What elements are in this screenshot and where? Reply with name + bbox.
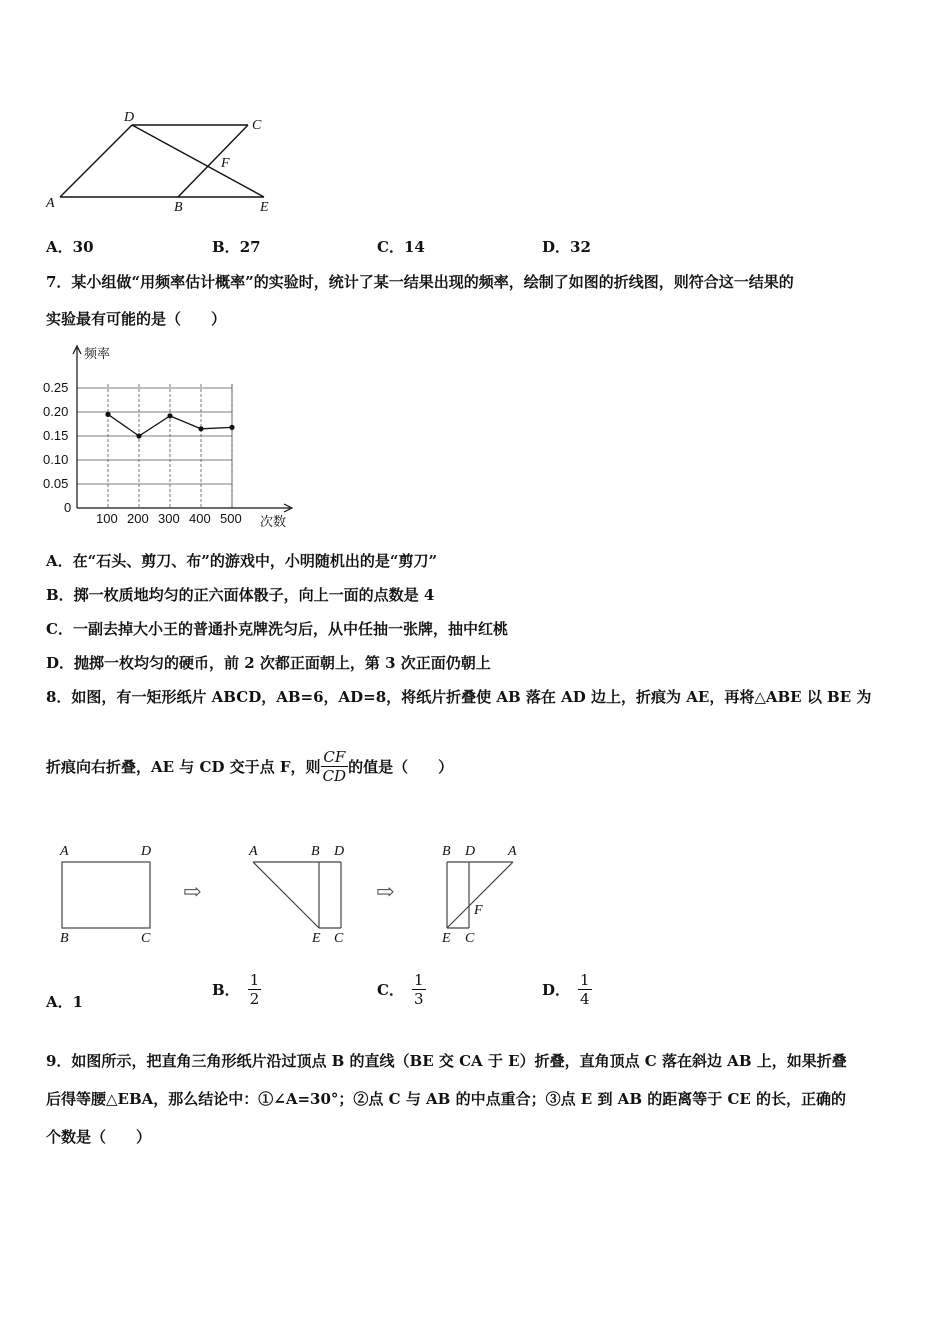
q7-option-d[interactable]: D．抛掷一枚均匀的硬币，前 2 次都正面朝上，第 3 次正面仍朝上 bbox=[46, 654, 491, 672]
label-b: B bbox=[442, 844, 451, 859]
label-b: B bbox=[60, 931, 69, 945]
label-b: B bbox=[311, 844, 320, 859]
label-f: F bbox=[221, 156, 230, 171]
label-f: F bbox=[474, 903, 483, 918]
q8-figure-second-fold bbox=[438, 840, 538, 945]
q8-stem-line2 bbox=[46, 748, 453, 785]
q7-frequency-line-chart bbox=[40, 340, 305, 535]
q8-option-c[interactable]: C． $\frac{1}{3}$ bbox=[377, 970, 424, 1008]
segment-de bbox=[132, 125, 264, 197]
q9-stem-line2: 后得等腰△EBA，那么结论中：①∠A=30°；②点 C 与 AB 的中点重合；③点 E 到 AB 的距离等于 CE 的长，正确的 bbox=[46, 1090, 847, 1108]
label-a: A bbox=[60, 844, 69, 859]
q6-option-a[interactable]: A．30 bbox=[46, 238, 94, 256]
x-axis-label: 次数 bbox=[260, 514, 287, 529]
x-tick-label: 100 bbox=[96, 511, 118, 526]
q6-parallelogram-figure bbox=[40, 105, 290, 220]
q8-option-b[interactable]: B． $\frac{1}{2}$ bbox=[212, 970, 260, 1008]
q8-stem-line2-post: 的值是（ ） bbox=[348, 758, 454, 776]
arrow-right-icon: ⇨ bbox=[376, 880, 395, 905]
fraction-numerator: CF bbox=[323, 748, 346, 766]
label-d: D bbox=[124, 110, 135, 125]
label-e: E bbox=[260, 200, 269, 215]
label-b: B bbox=[174, 200, 183, 215]
q9-stem-line1: 9．如图所示，把直角三角形纸片沿过顶点 B 的直线（BE 交 CA 于 E）折叠，直角顶点 C 落在斜边 AB 上，如果折叠 bbox=[46, 1052, 847, 1070]
q8-option-a[interactable]: A．1 bbox=[46, 993, 84, 1011]
label-c: C bbox=[141, 931, 151, 945]
q6-option-d[interactable]: D．32 bbox=[542, 238, 591, 256]
label-a: A bbox=[249, 844, 258, 859]
label-a: A bbox=[46, 196, 55, 211]
fraction-denominator: CD bbox=[322, 767, 347, 785]
label-c: C bbox=[465, 931, 475, 945]
y-tick-label: 0.10 bbox=[43, 452, 69, 467]
segment-ea bbox=[447, 862, 513, 928]
y-tick-label: 0.15 bbox=[43, 428, 69, 443]
q7-option-b[interactable]: B．掷一枚质地均匀的正六面体骰子，向上一面的点数是 4 bbox=[46, 586, 435, 604]
fold-line-ae bbox=[253, 862, 319, 928]
y-axis-label: 频率 bbox=[84, 346, 111, 361]
y-tick-label: 0.20 bbox=[43, 404, 69, 419]
label-d: D bbox=[334, 844, 345, 859]
data-point bbox=[198, 426, 203, 431]
label-d: D bbox=[465, 844, 476, 859]
q8-option-d[interactable]: D． $\frac{1}{4}$ bbox=[542, 970, 590, 1008]
q9-stem-line3: 个数是（ ） bbox=[46, 1128, 152, 1146]
data-point bbox=[229, 425, 234, 430]
label-c: C bbox=[252, 118, 262, 133]
segment-ad bbox=[60, 125, 132, 197]
segment-cb bbox=[178, 125, 248, 197]
data-point bbox=[105, 412, 110, 417]
label-c: C bbox=[334, 931, 344, 945]
rectangle-abcd bbox=[62, 862, 150, 928]
label-e: E bbox=[312, 931, 321, 945]
x-tick-label: 500 bbox=[220, 511, 242, 526]
q8-stem-line2-pre: 折痕向右折叠，AE 与 CD 交于点 F，则 bbox=[46, 758, 321, 776]
q8-figure-first-fold bbox=[245, 840, 355, 945]
label-e: E bbox=[442, 931, 451, 945]
q7-option-c[interactable]: C．一副去掉大小王的普通扑克牌洗匀后，从中任抽一张牌，抽中红桃 bbox=[46, 620, 508, 638]
x-tick-label: 300 bbox=[158, 511, 180, 526]
x-tick-label: 400 bbox=[189, 511, 211, 526]
arrow-right-icon: ⇨ bbox=[183, 880, 202, 905]
q7-option-a[interactable]: A．在“石头、剪刀、布”的游戏中，小明随机出的是“剪刀” bbox=[46, 552, 438, 570]
label-d: D bbox=[141, 844, 152, 859]
x-tick-label: 200 bbox=[127, 511, 149, 526]
data-point bbox=[167, 413, 172, 418]
q8-figure-rectangle bbox=[55, 840, 165, 945]
q6-option-b[interactable]: B．27 bbox=[212, 238, 261, 256]
data-point bbox=[136, 433, 141, 438]
q7-stem-line2: 实验最有可能的是（ ） bbox=[46, 310, 227, 328]
q8-fraction-cf-cd bbox=[321, 748, 349, 785]
q8-stem-line1: 8．如图，有一矩形纸片 ABCD，AB=6，AD=8，将纸片折叠使 AB 落在 AD 边上，折痕为 AE，再将△ABE 以 BE 为 bbox=[46, 688, 872, 706]
origin-label: 0 bbox=[64, 500, 72, 515]
q7-stem-line1: 7．某小组做“用频率估计概率”的实验时，统计了某一结果出现的频率，绘制了如图的折线图，则符合这一结果的 bbox=[46, 273, 794, 291]
y-tick-label: 0.25 bbox=[43, 380, 69, 395]
label-a: A bbox=[508, 844, 517, 859]
y-tick-label: 0.05 bbox=[43, 476, 69, 491]
q6-option-c[interactable]: C．14 bbox=[377, 238, 425, 256]
